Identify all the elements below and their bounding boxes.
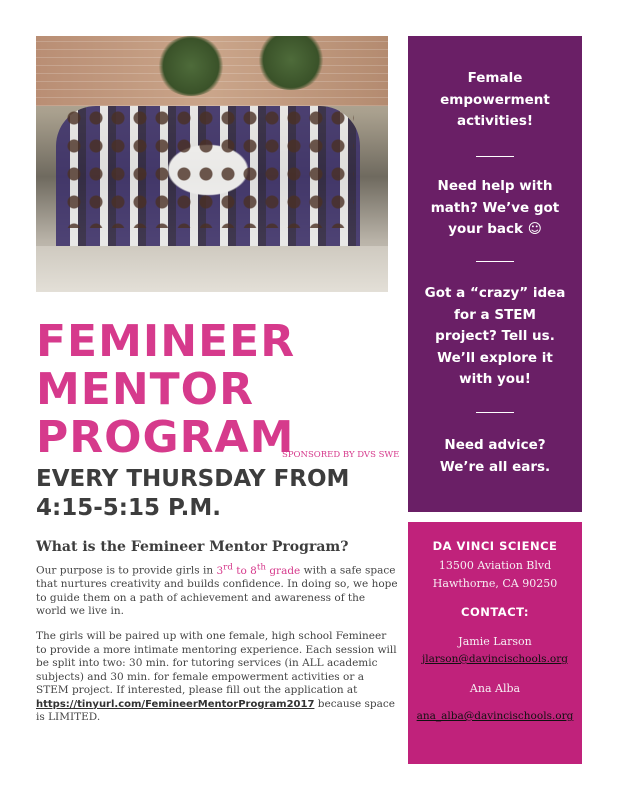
highlight-line: Got a “crazy” idea — [424, 285, 566, 301]
highlight-line: math? We’ve got — [430, 199, 560, 216]
address-line-2: Hawthorne, CA 90250 — [432, 577, 558, 590]
highlight-line: project? Tell us. — [435, 328, 555, 344]
group-photo — [36, 36, 388, 292]
highlight-line: We’re all ears. — [439, 458, 551, 475]
school-name: DA VINCI SCIENCE — [432, 539, 558, 553]
contact-email-2[interactable]: ana_alba@davincischools.org — [416, 710, 574, 722]
details-text: The girls will be paired up with one female, high school Femineer to provide a more intimate mentoring experience. Each session will be split into two: 30 min. for tutoring services (in ALL academic subjects) and 30 min. for female empowerment activities or a STEM project. If interested, please fill out the application at — [36, 630, 397, 696]
highlight-line: with you! — [459, 371, 531, 387]
highlight-line: your back ☺ — [448, 221, 542, 237]
program-title — [36, 318, 295, 462]
purpose-text-end: with a safe space that nurtures creativity and builds confidence. In doing so, we hope to guide them on a path of achievement and awareness of the world we live in. — [36, 564, 398, 617]
grade-range — [216, 562, 301, 577]
schedule — [36, 465, 349, 523]
palm-tree — [156, 36, 226, 96]
math-help-block — [418, 176, 572, 241]
details-paragraph — [36, 630, 398, 725]
student-heads — [62, 108, 354, 228]
divider — [476, 261, 514, 262]
grade-start: 3 — [216, 564, 224, 577]
stem-block — [418, 283, 572, 391]
schedule-line-1: EVERY THURSDAY FROM — [36, 466, 350, 492]
divider — [476, 412, 514, 413]
title-line-1: FEMINEER — [36, 316, 296, 367]
contact-panel — [408, 522, 582, 764]
advice-block — [418, 435, 572, 478]
application-link[interactable]: https://tinyurl.com/FemineerMentorProgram2017 — [36, 698, 315, 710]
about-heading: What is the Femineer Mentor Program? — [36, 539, 349, 555]
highlight-line: empowerment — [440, 91, 550, 108]
ground — [36, 246, 388, 292]
details-text-end: because space is LIMITED. — [36, 697, 396, 723]
title-line-2: MENTOR — [36, 364, 254, 415]
sponsor-label: SPONSORED BY DVS SWE — [282, 450, 400, 460]
highlight-line: Need help with — [437, 178, 553, 194]
contact-heading: CONTACT: — [461, 605, 529, 619]
grade-start-suffix: rd — [223, 562, 233, 572]
grade-word: grade — [266, 564, 301, 577]
empowerment-block — [418, 68, 572, 133]
contact-email-1[interactable]: jlarson@davincischools.org — [422, 653, 568, 665]
contact-person-1: Jamie Larson — [458, 635, 532, 648]
schedule-line-2: 4:15-5:15 P.M. — [36, 495, 221, 521]
purpose-text-start: Our purpose is to provide girls in — [36, 564, 217, 577]
title-line-3: PROGRAM — [36, 412, 295, 463]
highlight-line: Need advice? — [444, 437, 546, 453]
address-line-1: 13500 Aviation Blvd — [438, 559, 552, 572]
grade-end-suffix: th — [256, 562, 266, 572]
highlight-line: Female — [467, 70, 523, 86]
highlights-panel — [408, 36, 582, 512]
grade-end: to 8 — [232, 564, 257, 577]
highlight-line: for a STEM — [454, 306, 536, 323]
divider — [476, 156, 514, 157]
highlight-line: We’ll explore it — [437, 349, 553, 366]
purpose-paragraph — [36, 561, 398, 619]
highlight-line: activities! — [456, 113, 534, 129]
contact-person-2: Ana Alba — [469, 682, 521, 695]
